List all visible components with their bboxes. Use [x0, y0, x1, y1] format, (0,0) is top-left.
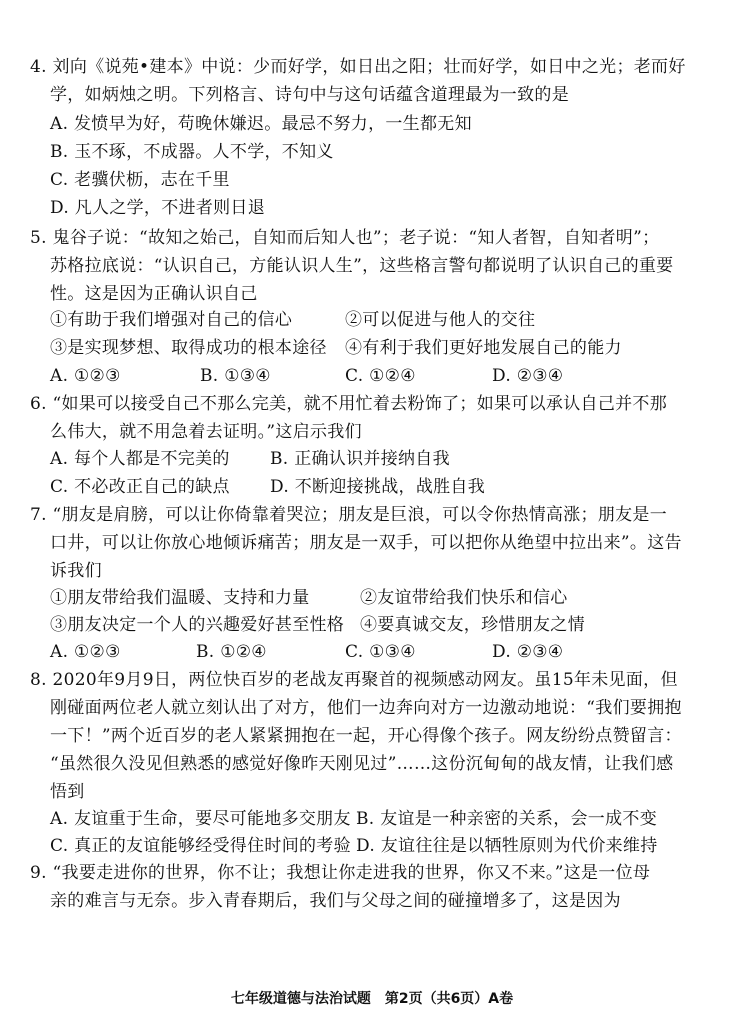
page-footer: 七年级道德与法治试题 第2页（共6页）A卷	[230, 991, 514, 1007]
q7-stem-line1: 7. “朋友是肩膀，可以让你倚靠着哭泣；朋友是巨浪，可以令你热情高涨；朋友是一	[30, 505, 668, 525]
q5-item-2: ②可以促进与他人的交往	[345, 310, 536, 330]
q7-item-4: ④要真诚交友，珍惜朋友之情	[360, 615, 585, 635]
q5-choice-c: C. ①②④	[345, 366, 416, 386]
q8-option-b: B. 友谊是一种亲密的关系，会一成不变	[356, 809, 657, 829]
q7-choice-c: C. ①③④	[345, 642, 416, 662]
q7-stem-line3: 诉我们	[50, 561, 102, 581]
q5-item-1: ①有助于我们增强对自己的信心	[50, 310, 293, 330]
q8-option-c: C. 真正的友谊能够经受得住时间的考验	[50, 836, 351, 856]
q5-item-3: ③是实现梦想、取得成功的根本途径	[50, 338, 327, 358]
q7-item-3: ③朋友决定一个人的兴趣爱好甚至性格	[50, 615, 345, 635]
q6-option-c: C. 不必改正自己的缺点	[50, 477, 230, 497]
q5-stem-line1: 5. 鬼谷子说：“故知之始己，自知而后知人也”；老子说：“知人者智，自知者明”；	[30, 228, 660, 248]
q7-item-2: ②友谊带给我们快乐和信心	[360, 588, 568, 608]
q7-choice-a: A. ①②③	[50, 642, 121, 662]
q4-option-c: C. 老骥伏枥，志在千里	[50, 170, 230, 190]
q8-stem-line4: “虽然很久没见但熟悉的感觉好像昨天刚见过”……这份沉甸甸的战友情，让我们感	[50, 754, 674, 774]
q7-stem-line2: 口井，可以让你放心地倾诉痛苦；朋友是一双手，可以把你从绝望中拉出来”。这告	[50, 533, 682, 553]
q8-option-a: A. 友谊重于生命，要尽可能地多交朋友	[50, 809, 351, 829]
q7-choice-d: D. ②③④	[492, 642, 564, 662]
q4-stem-line2: 学，如炳烛之明。下列格言、诗句中与这句话蕴含道理最为一致的是	[50, 85, 569, 105]
q5-stem-line2: 苏格拉底说：“认识自己，方能认识人生”，这些格言警句都说明了认识自己的重要	[50, 256, 674, 276]
q4-stem-line1: 4. 刘向《说苑•建本》中说：少而好学，如日出之阳；壮而好学，如日中之光；老而好	[30, 57, 686, 77]
q8-stem-line3: 一下！”两个近百岁的老人紧紧拥抱在一起，开心得像个孩子。网友纷纷点赞留言：	[50, 726, 682, 746]
q5-choice-b: B. ①③④	[200, 366, 271, 386]
q5-item-4: ④有利于我们更好地发展自己的能力	[345, 338, 622, 358]
q4-option-a: A. 发愤早为好，苟晚休嫌迟。最忌不努力，一生都无知	[50, 114, 472, 134]
q6-option-d: D. 不断迎接挑战，战胜自我	[270, 477, 486, 497]
q9-stem-line2: 亲的难言与无奈。步入青春期后，我们与父母之间的碰撞增多了，这是因为	[50, 891, 621, 911]
q6-stem-line2: 么伟大，就不用急着去证明。”这启示我们	[50, 422, 362, 442]
q8-stem-line2: 刚碰面两位老人就立刻认出了对方，他们一边奔向对方一边激动地说：“我们要拥抱	[50, 698, 682, 718]
q7-item-1: ①朋友带给我们温暖、支持和力量	[50, 588, 310, 608]
q7-choice-b: B. ①②④	[196, 642, 267, 662]
q4-option-b: B. 玉不琢，不成器。人不学，不知义	[50, 142, 334, 162]
q5-choice-d: D. ②③④	[492, 366, 564, 386]
q5-choice-a: A. ①②③	[50, 366, 121, 386]
q6-option-a: A. 每个人都是不完美的	[50, 449, 230, 469]
q8-option-d: D. 友谊往往是以牺牲原则为代价来维持	[356, 836, 658, 856]
q6-option-b: B. 正确认识并接纳自我	[270, 449, 450, 469]
q5-stem-line3: 性。这是因为正确认识自己	[50, 284, 258, 304]
q9-stem-line1: 9. “我要走进你的世界，你不让；我想让你走进我的世界，你又不来。”这是一位母	[30, 863, 651, 883]
q8-stem-line1: 8. 2020年9月9日，两位快百岁的老战友再聚首的视频感动网友。虽15年未见面，但	[30, 670, 678, 690]
q4-option-d: D. 凡人之学，不进者则日退	[50, 198, 266, 218]
q6-stem-line1: 6. “如果可以接受自己不那么完美，就不用忙着去粉饰了；如果可以承认自己并不那	[30, 394, 668, 414]
q8-stem-line5: 悟到	[50, 782, 85, 802]
